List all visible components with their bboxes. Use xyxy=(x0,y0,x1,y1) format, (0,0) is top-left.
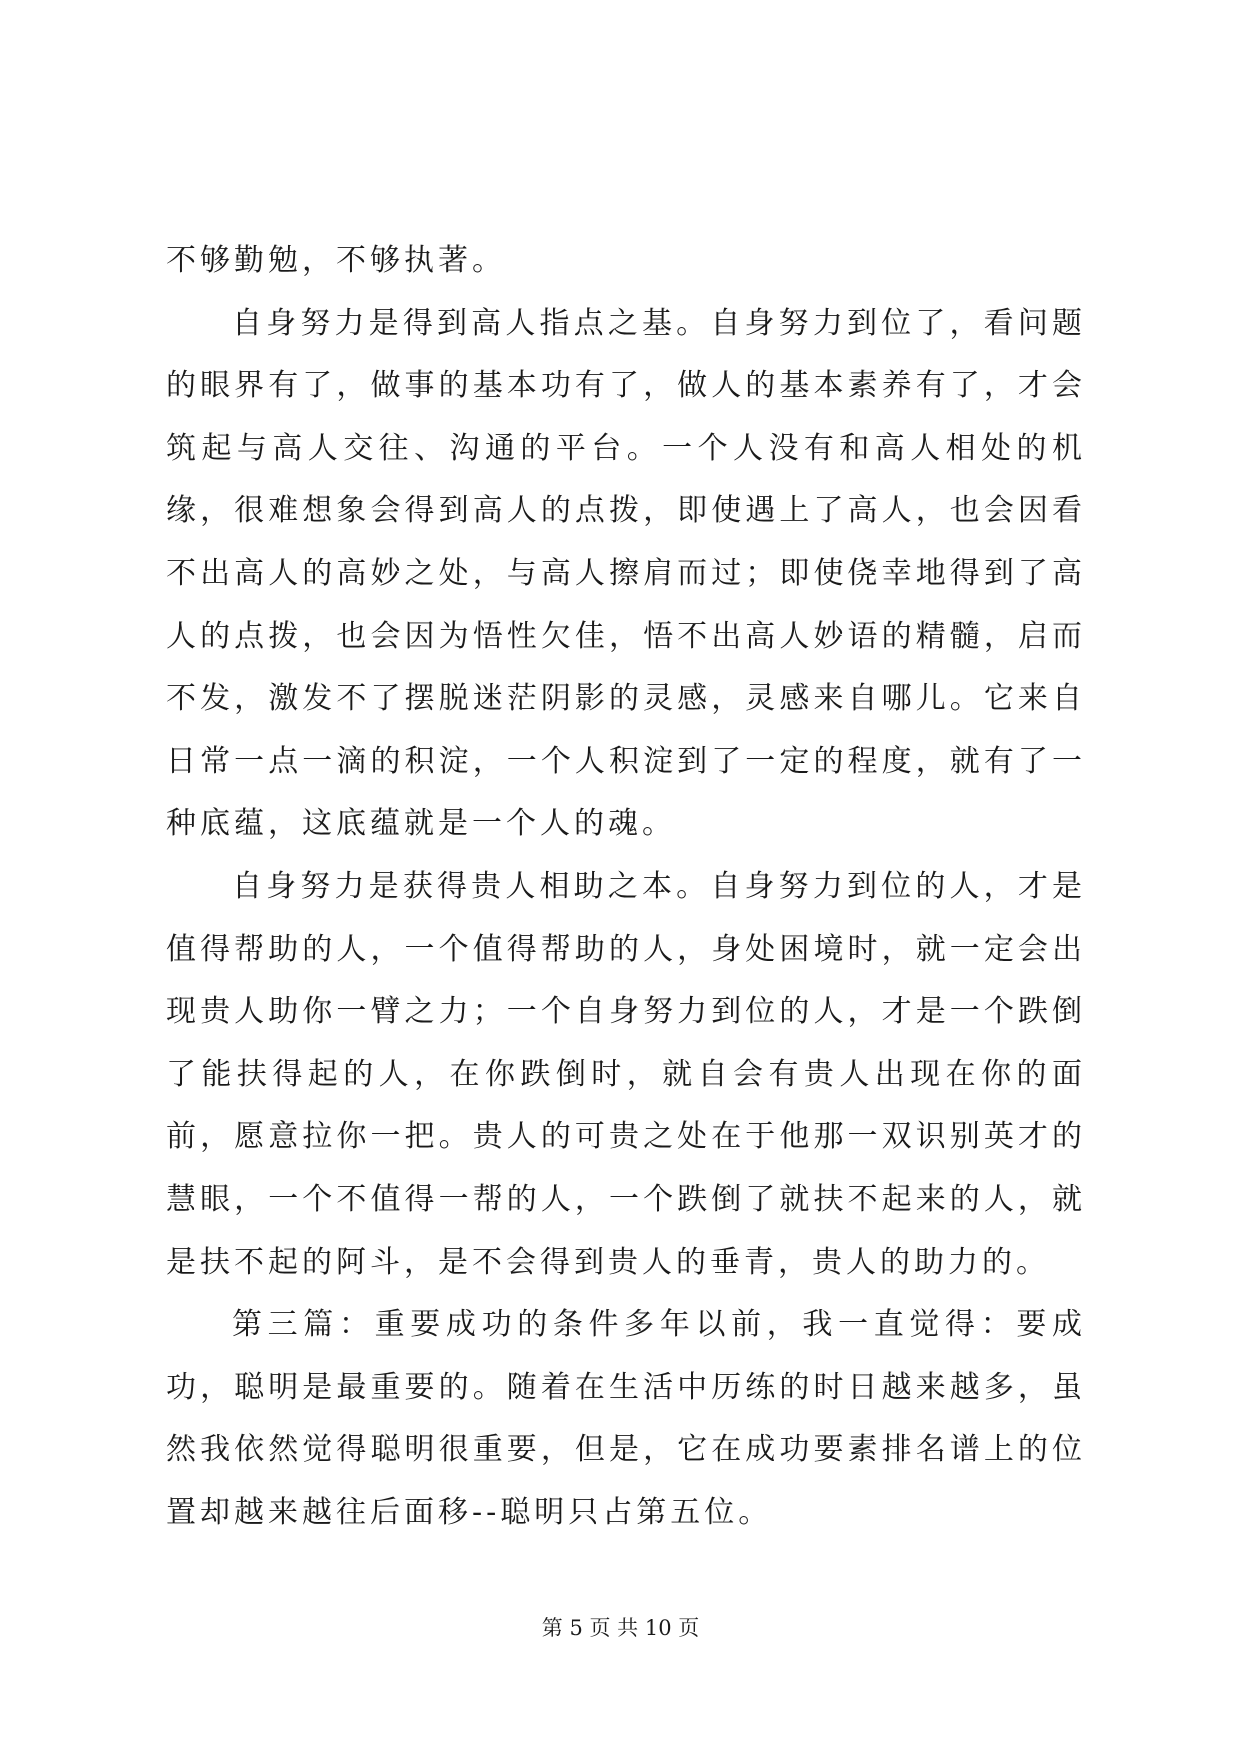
paragraph-guidance: 自身努力是得到高人指点之基。自身努力到位了，看问题的眼界有了，做事的基本功有了，做人的基本素养有了，才会筑起与高人交往、沟通的平台。一个人没有和高人相处的机缘，很难想象会得到高人的点拨，即使遇上了高人，也会因看不出高人的高妙之处，与高人擦肩而过；即使侥幸地得到了高人的点拨，也会因为悟性欠佳，悟不出高人妙语的精髓，启而不发，激发不了摆脱迷茫阴影的灵感，灵感来自哪儿。它来自日常一点一滴的积淀，一个人积淀到了一定的程度，就有了一种底蕴，这底蕴就是一个人的魂。 xyxy=(166,305,1086,842)
paragraph-continuation: 不够勤勉，不够执著。 xyxy=(166,243,506,278)
document-body xyxy=(166,230,1086,1544)
paragraph-third-article: 第三篇：重要成功的条件多年以前，我一直觉得：要成功，聪明是最重要的。随着在生活中历练的时日越来越多，虽然我依然觉得聪明很重要，但是，它在成功要素排名谱上的位置却越来越往后面移--聪明只占第五位。 xyxy=(166,1307,1086,1530)
paragraph-benefactor: 自身努力是获得贵人相助之本。自身努力到位的人，才是值得帮助的人，一个值得帮助的人，身处困境时，就一定会出现贵人助你一臂之力；一个自身努力到位的人，才是一个跌倒了能扶得起的人，在你跌倒时，就自会有贵人出现在你的面前，愿意拉你一把。贵人的可贵之处在于他那一双识别英才的慧眼，一个不值得一帮的人，一个跌倒了就扶不起来的人，就是扶不起的阿斗，是不会得到贵人的垂青，贵人的助力的。 xyxy=(166,868,1086,1280)
page-footer: 第 5 页 共 10 页 xyxy=(541,1616,700,1640)
